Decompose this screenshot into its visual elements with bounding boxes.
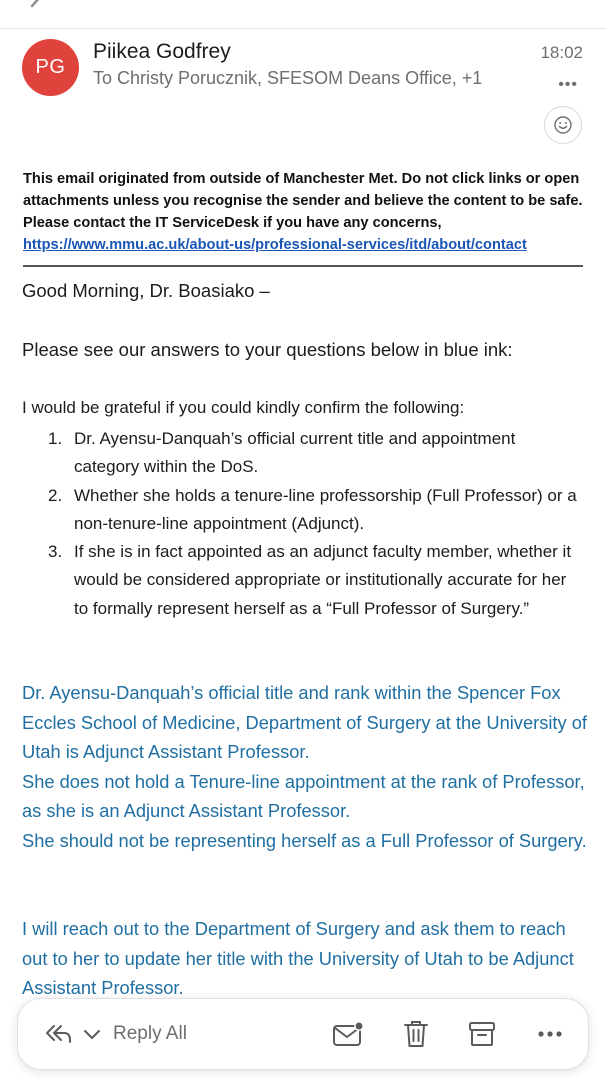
recipients[interactable]: To Christy Porucznik, SFESOM Deans Office, +1 [93, 68, 483, 88]
answer-paragraph: Dr. Ayensu-Danquah’s official title and rank within the Spencer Fox Eccles School of Medicine, Department of Surgery at the University of Utah is Adjunct Assistant Professor. [22, 682, 587, 762]
greeting: Good Morning, Dr. Boasiako – [22, 280, 270, 301]
mail-icon[interactable] [328, 999, 368, 1069]
list-item: 1. Dr. Ayensu-Danquah’s official current title and appointment category within the DoS. [48, 429, 516, 477]
trash-icon[interactable] [398, 999, 434, 1069]
top-bar [0, 0, 606, 29]
followup-block [22, 914, 587, 1003]
divider [23, 265, 583, 267]
list-item: 3. If she is in fact appointed as an adjunct faculty member, whether it would be considered appropriate or institutionally accurate for her to formally represent herself as a “Full Professor of Surgery.” [48, 542, 572, 618]
sender-name[interactable]: Piikea Godfrey [93, 40, 231, 63]
timestamp: 18:02 [540, 43, 583, 62]
question-list [22, 425, 582, 623]
bottom-toolbar [17, 998, 589, 1070]
reply-all-icon[interactable] [42, 999, 76, 1069]
intro-text: Please see our answers to your questions below in blue ink: [22, 339, 513, 360]
more-icon[interactable] [532, 999, 568, 1069]
emoji-reaction-button[interactable] [544, 106, 582, 144]
followup-paragraph: I will reach out to the Department of Surgery and ask them to reach out to her to update her title with the University of Utah to be Adjunct Assistant Professor. [22, 918, 574, 998]
answer-paragraph: She does not hold a Tenure-line appointment at the rank of Professor, as she is an Adjunct Assistant Professor. [22, 770, 585, 821]
back-chevron-icon[interactable] [26, 0, 50, 18]
header-more-icon[interactable]: ••• [558, 76, 578, 93]
smiley-icon [553, 115, 573, 135]
archive-icon[interactable] [464, 999, 500, 1069]
chevron-down-icon[interactable] [80, 999, 104, 1069]
list-item: 2. Whether she holds a tenure-line professorship (Full Professor) or a non-tenure-line appointment (Adjunct). [48, 485, 577, 533]
lead-text: I would be grateful if you could kindly confirm the following: [22, 398, 465, 417]
warning-text: This email originated from outside of Manchester Met. Do not click links or open attachments unless you recognise the sender and believe the content to be safe. Please contact the IT ServiceDesk if you have any concerns, [23, 171, 583, 231]
avatar[interactable]: PG [22, 39, 79, 96]
answers-block [22, 678, 587, 855]
answer-paragraph: She should not be representing herself as a Full Professor of Surgery. [22, 829, 587, 851]
external-email-warning [23, 168, 583, 256]
contact-link[interactable]: https://www.mmu.ac.uk/about-us/professional-services/itd/about/contact [23, 237, 527, 253]
reply-all-button[interactable]: Reply All [113, 1023, 187, 1044]
